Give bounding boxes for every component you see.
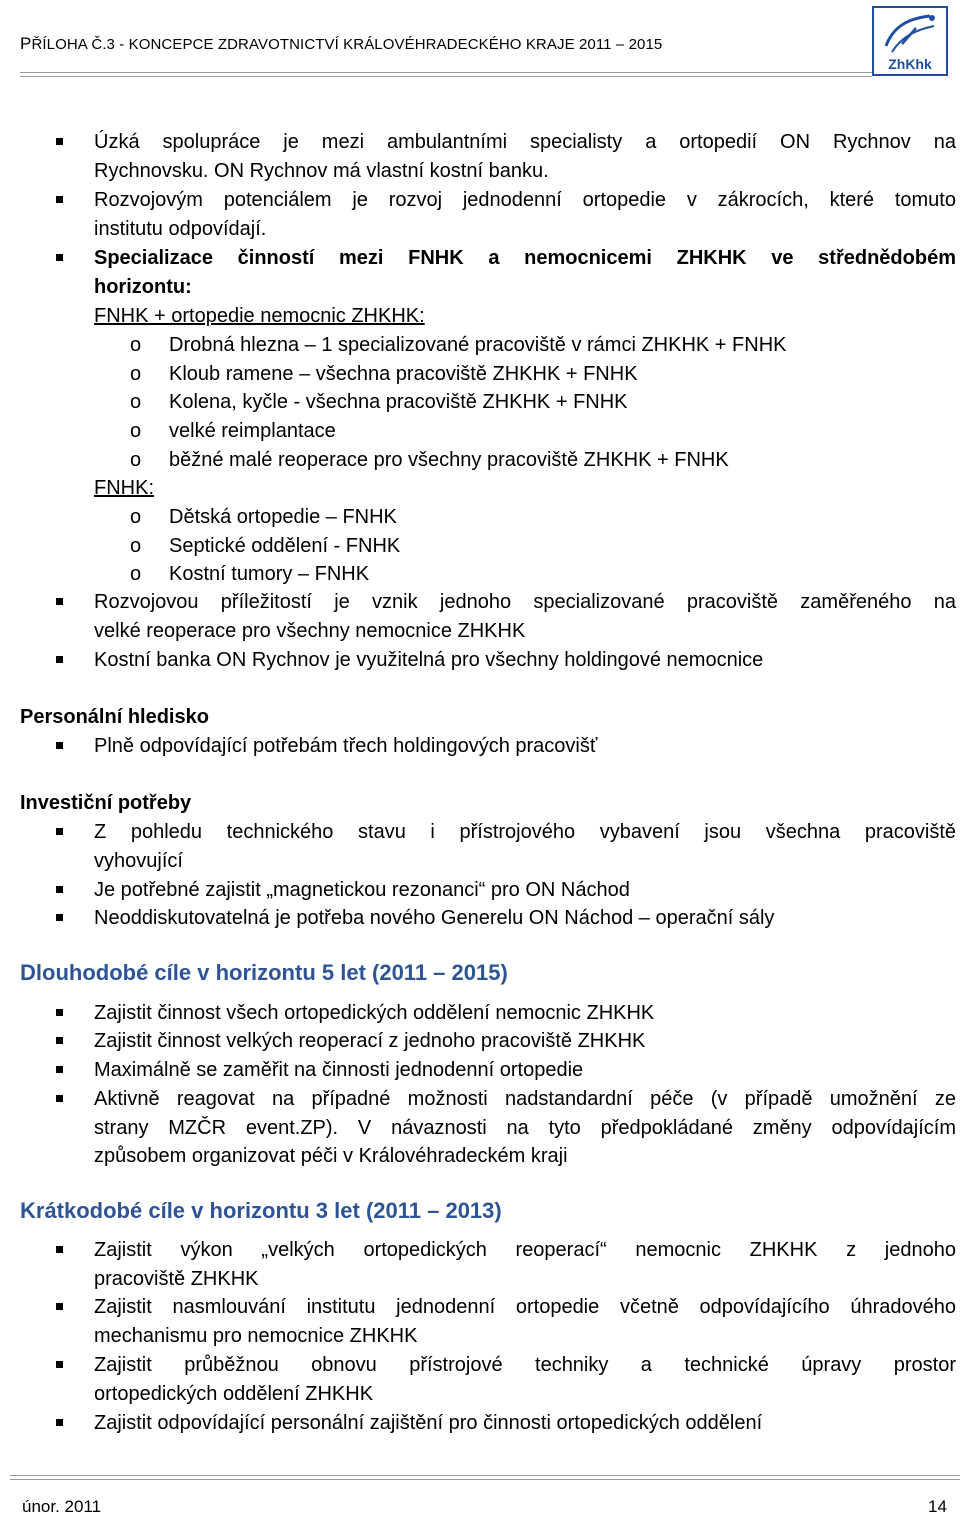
bullet-line: Rozvojovou příležitostí je vznik jednoho specializované pracoviště zaměřeného na <box>94 591 956 613</box>
page-number: 14 <box>928 1497 947 1516</box>
bullet-line: strany MZČR event.ZP). V návaznosti na tyto předpokládané změny odpovídajícím <box>94 1117 956 1139</box>
bullet-line: Zajistit činnost velkých reoperací z jednoho pracoviště ZHKHK <box>94 1030 646 1052</box>
bullet-line: způsobem organizovat péči v Královéhradeckém kraji <box>94 1145 568 1167</box>
bullet-marker <box>56 1095 63 1102</box>
bullet-marker <box>56 886 63 893</box>
bullet-marker <box>56 196 63 203</box>
header-title-rest: ŘÍLOHA Č.3 - KONCEPCE ZDRAVOTNICTVÍ KRÁLOVÉHRADECKÉHO KRAJE 2011 – 2015 <box>31 36 663 53</box>
bullet-marker <box>56 1009 63 1016</box>
bullet-line: Zajistit nasmlouvání institutu jednodenní ortopedie včetně odpovídajícího úhradového <box>94 1296 956 1318</box>
bullet-line: velké reoperace pro všechny nemocnice ZHKHK <box>94 620 526 642</box>
bullet-marker <box>56 254 63 261</box>
bullet-line: Aktivně reagovat na případné možnosti nadstandardní péče (v případě umožnění ze <box>94 1088 956 1110</box>
bullet-line: institutu odpovídají. <box>94 218 267 240</box>
sub-bullet-marker: o <box>130 420 142 442</box>
bullet-line: Rozvojovým potenciálem je rozvoj jednodenní ortopedie v zákrocích, které tomuto <box>94 189 956 211</box>
sub-bullet-marker: o <box>130 506 142 528</box>
bullet-line: Zajistit výkon „velkých ortopedických reoperací“ nemocnic ZHKHK z jednoho <box>94 1239 956 1261</box>
sub-list-item: běžné malé reoperace pro všechny pracoviště ZHKHK + FNHK <box>169 449 729 471</box>
bullet-line: Úzká spolupráce je mezi ambulantními specialisty a ortopedií ON Rychnov na <box>94 131 956 153</box>
logo-text: ZhKhk <box>888 56 932 72</box>
header-rule <box>20 72 872 73</box>
sub-list-item: Dětská ortopedie – FNHK <box>169 506 397 528</box>
bullet-line: Z pohledu technického stavu i přístrojového vybavení jsou všechna pracoviště <box>94 821 956 843</box>
sub-bullet-marker: o <box>130 449 142 471</box>
bullet-marker <box>56 656 63 663</box>
bullet-marker <box>56 1246 63 1253</box>
section-heading-personal: Personální hledisko <box>20 706 209 728</box>
sub-list-item: Drobná hlezna – 1 specializované pracoviště v rámci ZHKHK + FNHK <box>169 334 787 356</box>
header-title <box>20 34 662 54</box>
bullet-line: Kostní banka ON Rychnov je využitelná pro všechny holdingové nemocnice <box>94 649 764 671</box>
bullet-line: mechanismu pro nemocnice ZHKHK <box>94 1325 418 1347</box>
section-heading-shortterm: Krátkodobé cíle v horizontu 3 let (2011 – 2013) <box>20 1198 502 1223</box>
sub-list-item: velké reimplantace <box>169 420 336 442</box>
bullet-marker <box>56 1037 63 1044</box>
bullet-marker <box>56 138 63 145</box>
sub-list-item: Septické oddělení - FNHK <box>169 535 401 557</box>
section-heading-invest: Investiční potřeby <box>20 792 192 814</box>
group-heading: FNHK: <box>94 477 154 499</box>
bullet-line: Zajistit průběžnou obnovu přístrojové techniky a technické úpravy prostor <box>94 1354 956 1376</box>
bullet-line: Plně odpovídající potřebám třech holdingových pracovišť <box>94 735 598 757</box>
bullet-marker <box>56 1066 63 1073</box>
bullet-marker <box>56 1419 63 1426</box>
bullet-line: Zajistit odpovídající personální zajištění pro činnosti ortopedických oddělení <box>94 1412 763 1434</box>
bullet-marker <box>56 1303 63 1310</box>
bullet-line: pracoviště ZHKHK <box>94 1268 259 1290</box>
header-title-initial: P <box>20 34 32 53</box>
sub-bullet-marker: o <box>130 334 142 356</box>
header-rule-secondary <box>20 76 872 77</box>
bullet-line: Je potřebné zajistit „magnetickou rezonanci“ pro ON Náchod <box>94 879 630 901</box>
footer-date: únor. 2011 <box>22 1497 102 1516</box>
sub-list-item: Kostní tumory – FNHK <box>169 563 370 585</box>
section-heading-longterm: Dlouhodobé cíle v horizontu 5 let (2011 – 2015) <box>20 960 508 985</box>
bullet-line: Specializace činností mezi FNHK a nemocnicemi ZHKHK ve střednědobém <box>94 247 956 269</box>
bullet-marker <box>56 1361 63 1368</box>
bullet-marker <box>56 598 63 605</box>
bullet-line: vyhovující <box>94 850 183 872</box>
bullet-line: Rychnovsku. ON Rychnov má vlastní kostní banku. <box>94 160 549 182</box>
bullet-line: Neoddiskutovatelná je potřeba nového Generelu ON Náchod – operační sály <box>94 907 775 929</box>
footer-rule <box>10 1475 960 1476</box>
group-heading: FNHK + ortopedie nemocnic ZHKHK: <box>94 305 425 327</box>
bullet-line: Zajistit činnost všech ortopedických oddělení nemocnic ZHKHK <box>94 1002 655 1024</box>
footer-rule-secondary <box>10 1479 960 1480</box>
sub-list-item: Kloub ramene – všechna pracoviště ZHKHK + FNHK <box>169 363 638 385</box>
sub-bullet-marker: o <box>130 363 142 385</box>
sub-bullet-marker: o <box>130 535 142 557</box>
sub-list-item: Kolena, kyčle - všechna pracoviště ZHKHK + FNHK <box>169 391 628 413</box>
bullet-line: horizontu: <box>94 276 192 298</box>
bullet-marker <box>56 742 63 749</box>
bullet-marker <box>56 914 63 921</box>
bullet-line: Maximálně se zaměřit na činnosti jednodenní ortopedie <box>94 1059 584 1081</box>
bullet-line: ortopedických oddělení ZHKHK <box>94 1383 374 1405</box>
bullet-marker <box>56 828 63 835</box>
sub-bullet-marker: o <box>130 391 142 413</box>
zhkhk-logo <box>872 6 948 76</box>
sub-bullet-marker: o <box>130 563 142 585</box>
